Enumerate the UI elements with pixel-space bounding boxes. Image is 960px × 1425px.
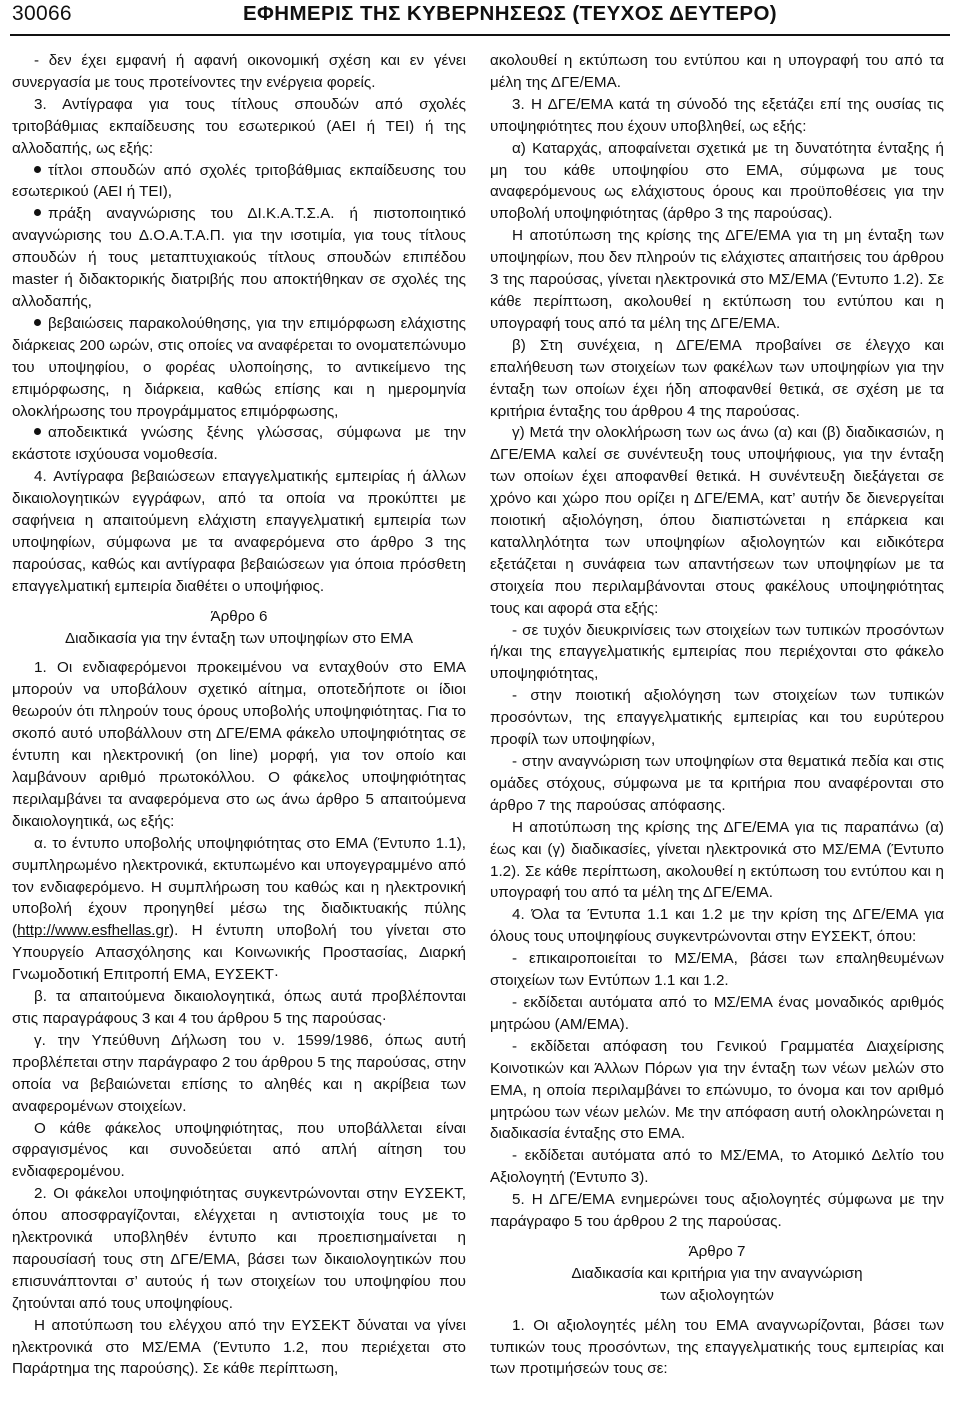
- esfhellas-link[interactable]: http://www.esfhellas.gr: [17, 922, 170, 940]
- paragraph: 1. Οι αξιολογητές μέλη του ΕΜΑ αναγνωρίζονται, βάσει των τυπικών τους προσόντων, της επαγγελματικής τους εμπειρίας και των προτιμήσεών τους σε:: [490, 1316, 944, 1378]
- article-6-title: Άρθρο 6: [210, 607, 268, 625]
- paragraph: Η αποτύπωση της κρίσης της ΔΓΕ/ΕΜΑ για τη μη ένταξη των υποψηφίων, που δεν πληρούν τις ελάχιστες απαιτήσεις του άρθρου 3 της παρούσας, γίνεται ηλεκτρονικά στο ΜΣ/ΕΜΑ (Έντυπο 1.2). Σε κάθε περίπτωση, ακολουθεί η εκτύπωση του εντύπου και η υπογραφή τους από τα μέλη της ΔΓΕ/ΕΜΑ.: [490, 227, 944, 332]
- article-7-title: Άρθρο 7: [688, 1242, 746, 1260]
- paragraph: 4. Όλα τα Έντυπα 1.1 και 1.2 με την κρίση της ΔΓΕ/ΕΜΑ για όλους τους υποψηφίους συγκεντρώνονται στην ΕΥΣΕΚΤ, όπου:: [490, 906, 944, 946]
- left-column: [12, 50, 466, 1380]
- dash-item: - στην ποιοτική αξιολόγηση των στοιχείων των τυπικών προσόντων, της επαγγελματικής εμπειρίας και του ευρύτερου προφίλ των υποψηφίων,: [490, 687, 944, 749]
- paragraph: 1. Οι ενδιαφερόμενοι προκειμένου να ενταχθούν στο ΕΜΑ μπορούν να υποβάλουν σχετικό αίτημα, οποτεδήποτε οι ίδιοι θεωρούν ότι πληρούν τους όρους υποβολής υποψηφιότητας. Για το σκοπό αυτό υποβάλλουν στη ΔΓΕ/ΕΜΑ φάκελο υποψηφιότητας σε έντυπη και ηλεκτρονική (on line) μορφή, για τον οποίο και λαμβάνουν αριθμό πρωτοκόλλου. Ο φάκελος υποψηφιότητας περιλαμβάνει τα αναφερόμενα στο ως άνω άρθρο 5 απαιτούμενα δικαιολογητικά, ως εξής:: [12, 659, 466, 830]
- paragraph: 5. Η ΔΓΕ/ΕΜΑ ενημερώνει τους αξιολογητές σύμφωνα με την παράγραφο 5 του άρθρου 2 της παρούσας.: [490, 1191, 944, 1231]
- bullet-icon: [34, 205, 48, 222]
- paragraph: - δεν έχει εμφανή ή αφανή οικονομική σχέση και εν γένει συνεργασία με τους προτείνοντες την ενέργεια φορείς.: [12, 52, 466, 91]
- paragraph: γ) Μετά την ολοκλήρωση των ως άνω (α) και (β) διαδικασιών, η ΔΓΕ/ΕΜΑ καλεί σε συνέντευξη τους υποψήφιους, για την ένταξη των οποίων έχει αποφανθεί θετικά. Η συνέντευξη διεξάγεται σε χρόνο και χώρο που ορίζει η ΔΓΕ/ΕΜΑ, κατ’ αυτήν δε διενεργείται ποιοτική αξιολόγηση, όπου διαπιστώνεται η επάρκεια και καταλληλότητα των υποψηφίων αξιολογητών και ειδικότερα εξετάζεται η συνάφεια των απαντήσεων των υποψηφίων με τα στοιχεία που περιλαμβάνονται στους φακέλους υποψηφιότητας τους και αφορά στα εξής:: [490, 424, 944, 617]
- dash-item: - σε τυχόν διευκρινίσεις των στοιχείων των τυπικών προσόντων ή/και της επαγγελματικής εμπειρίας που περιέχονται στο φάκελο υποψηφιότητας,: [490, 621, 944, 683]
- paragraph: α) Καταρχάς, αποφαίνεται σχετικά με τη δυνατότητα ένταξης ή μη του κάθε υποψηφίου στο ΕΜΑ, σύμφωνα με τους αναφερόμενους ως ελάχιστους όρους και προϋποθέσεις για την υποβολή υποψηφιότητας (άρθρο 3 της παρούσας).: [490, 139, 944, 223]
- paragraph: 3. Αντίγραφα για τους τίτλους σπουδών από σχολές τριτοβάθμιας εκπαίδευσης του εσωτερικού (ΑΕΙ ή ΤΕΙ) ή της αλλοδαπής, ως εξής:: [12, 95, 466, 157]
- paragraph: 3. Η ΔΓΕ/ΕΜΑ κατά τη σύνοδό της εξετάζει επί της ουσίας τις υποψηφιότητες που έχουν υποβληθεί, ως εξής:: [490, 95, 944, 135]
- dash-item: - επικαιροποιείται το ΜΣ/ΕΜΑ, βάσει των επαληθευμένων στοιχείων των Εντύπων 1.1 και 1.2.: [490, 950, 944, 990]
- right-column: [490, 50, 944, 1380]
- paragraph: β) Στη συνέχεια, η ΔΓΕ/ΕΜΑ προβαίνει σε έλεγχο και επαλήθευση των στοιχείων των φακέλων των υποψηφίων για την ένταξη των οποίων έχει ήδη αποφανθεί θετικά, σε σχέση με τα κριτήρια ένταξης του άρθρου 4 της παρούσας.: [490, 336, 944, 420]
- page-number: 30066: [12, 2, 72, 25]
- paragraph: Η αποτύπωση της κρίσης της ΔΓΕ/ΕΜΑ για τις παραπάνω (α) έως και (γ) διαδικασίες, γίνεται ηλεκτρονικά στο ΜΣ/ΕΜΑ (Έντυπο 1.2). Σε κάθε περίπτωση, ακολουθεί η εκτύπωση του εντύπου και η υπογραφή του από τα μέλη της ΔΓΕ/ΕΜΑ.: [490, 818, 944, 902]
- paragraph: Ο κάθε φάκελος υποψηφιότητας, που υποβάλλεται είναι σφραγισμένος και συνοδεύεται από απλή αίτηση του ενδιαφερομένου.: [12, 1119, 466, 1181]
- bullet-item: αποδεικτικά γνώσης ξένης γλώσσας, σύμφωνα με την εκάστοτε ισχύουσα νομοθεσία.: [12, 424, 466, 464]
- dash-item: - εκδίδεται αυτόματα από το ΜΣ/ΕΜΑ ένας μοναδικός αριθμός μητρώου (ΑΜ/ΕΜΑ).: [490, 993, 944, 1033]
- bullet-item: πράξη αναγνώρισης του ΔΙ.Κ.Α.Τ.Σ.Α. ή πιστοποιητικό αναγνώρισης του Δ.Ο.Α.Τ.Α.Π. για την ισοτιμία, για τους τίτλους σπουδών ή τους μεταπτυχιακούς τίτλους σπουδών επιπέδου master ή διδακτορικής διατριβής που αποκτήθηκαν σε σχολές της αλλοδαπής,: [12, 205, 466, 310]
- paragraph: 2. Οι φάκελοι υποψηφιότητας συγκεντρώνονται στην ΕΥΣΕΚΤ, όπου αποσφραγίζονται, ελέγχεται η αντιστοιχία τους με το ηλεκτρονικά υποβληθέν έντυπο και προεπισημαίνεται η παρουσίασή τους στη ΔΓΕ/ΕΜΑ, βάσει των δικαιολογητικών που επισυνάπτονται σ’ αυτούς ή των στοιχείων του υποψηφίου που ζητούνται από τους υποψηφίους.: [12, 1185, 466, 1312]
- paragraph: Η αποτύπωση του ελέγχου από την ΕΥΣΕΚΤ δύναται να γίνει ηλεκτρονικά στο ΜΣ/ΕΜΑ (Έντυπο 1.2, που περιέχεται στο Παράρτημα της παρούσης). Σε κάθε περίπτωση,: [12, 1316, 466, 1378]
- bullet-item: τίτλοι σπουδών από σχολές τριτοβάθμιας εκπαίδευσης του εσωτερικού (ΑΕΙ ή ΤΕΙ),: [12, 161, 466, 201]
- gazette-title: ΕΦΗΜΕΡΙΣ ΤΗΣ ΚΥΒΕΡΝΗΣΕΩΣ (ΤΕΥΧΟΣ ΔΕΥΤΕΡΟ): [242, 2, 778, 25]
- article-7-subtitle: των αξιολογητών: [660, 1286, 774, 1304]
- article-6-subtitle: Διαδικασία για την ένταξη των υποψηφίων στο ΕΜΑ: [64, 629, 414, 647]
- dash-item: - εκδίδεται αυτόματα από το ΜΣ/ΕΜΑ, το Ατομικό Δελτίο του Αξιολογητή (Έντυπο 3).: [490, 1147, 944, 1187]
- paragraph: ακολουθεί η εκτύπωση του εντύπου και η υπογραφή του από τα μέλη της ΔΓΕ/ΕΜΑ.: [490, 52, 944, 91]
- paragraph: α. το έντυπο υποβολής υποψηφιότητας στο ΕΜΑ (Έντυπο 1.1), συμπληρωμένο ηλεκτρονικά, εκτυπωμένο και υπογεγραμμένο από τον ενδιαφερόμενο. Η συμπλήρωση του καθώς και η ηλεκτρονική υποβολή έχουν προηγηθεί μέσω της διαδικτυακής πύλης (http://www.esfhellas.gr). Η έντυπη υποβολή του γίνεται στο Υπουργείο Απασχόλησης και Κοινωνικής Προστασίας, Διαρκή Γνωμοδοτική Επιτροπή ΕΜΑ, ΕΥΣΕΚΤ·: [12, 834, 466, 984]
- bullet-icon: [34, 162, 48, 179]
- bullet-item: βεβαιώσεις παρακολούθησης, για την επιμόρφωση ελάχιστης διάρκειας 200 ωρών, στις οποίες να αναφέρεται το ονοματεπώνυμο του υποψηφίου, ο φορέας υλοποίησης, το αντικείμενο της επιμόρφωσης, η διάρκεια, καθώς επίσης και η ημερομηνία ολοκλήρωσης του προγράμματος επιμόρφωσης,: [12, 314, 466, 420]
- page-header: [0, 0, 960, 38]
- bullet-icon: [34, 424, 48, 441]
- paragraph: γ. την Υπεύθυνη Δήλωση του ν. 1599/1986, όπως αυτή προβλέπεται στην παράγραφο 2 του άρθρου 5 της παρούσας, στην οποία να βεβαιώνεται επίσης το αληθές και η ακρίβεια των αναφερομένων στοιχείων.: [12, 1031, 466, 1115]
- paragraph: β. τα απαιτούμενα δικαιολογητικά, όπως αυτά προβλέπονται στις παραγράφους 3 και 4 του άρθρου 5 της παρούσας·: [12, 988, 466, 1027]
- bullet-icon: [34, 315, 48, 332]
- paragraph: 4. Αντίγραφα βεβαιώσεων επαγγελματικής εμπειρίας ή άλλων δικαιολογητικών εγγράφων, από τα οποία να προκύπτει με σαφήνεια η απαιτούμενη ελάχιστη επαγγελματική εμπειρία των υποψηφίων, σύμφωνα με τα αναφερόμενα στο άρθρο 3 της παρούσας, καθώς και αντίγραφα βεβαιώσεων για όποια πρόσθετη επαγγελματική εμπειρία διαθέτει ο υποψήφιος.: [12, 468, 466, 595]
- header-rule: [10, 34, 950, 36]
- dash-item: - στην αναγνώριση των υποψηφίων στα θεματικά πεδία και στις ομάδες στόχους, σύμφωνα με τα κριτήρια που αναφέρονται στο άρθρο 7 της παρούσας απόφασης.: [490, 753, 944, 814]
- dash-item: - εκδίδεται απόφαση του Γενικού Γραμματέα Διαχείρισης Κοινοτικών και Άλλων Πόρων για την ένταξη των νέων μελών στο ΕΜΑ, η οποία περιλαμβάνει το επώνυμο, το όνομα και τον αριθμό μητρώου των νέων μελών. Με την απόφαση αυτή ολοκληρώνεται η διαδικασία ένταξης στο ΕΜΑ.: [490, 1037, 944, 1143]
- article-7-subtitle: Διαδικασία και κριτήρια για την αναγνώριση: [571, 1264, 863, 1282]
